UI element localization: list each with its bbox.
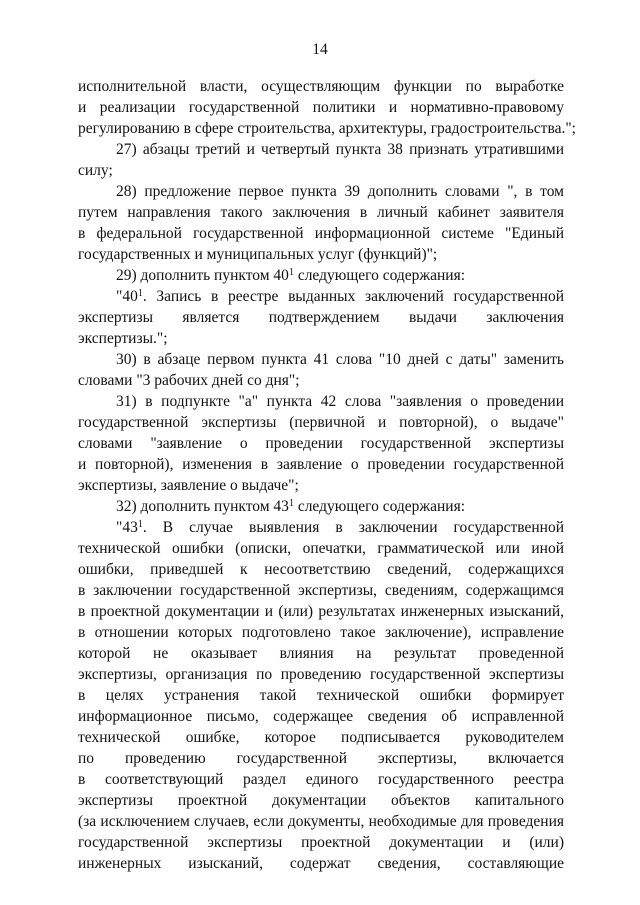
text-line: регулированию в сфере строительства, архитектуры, градостроительства.";	[78, 120, 576, 137]
text-line	[78, 286, 564, 307]
text-line	[78, 265, 564, 286]
text-line: которой не оказывает влияния на результат проведенной	[78, 645, 564, 662]
text-line: 27) абзацы третий и четвертый пункта 38 признать утратившими	[116, 141, 564, 158]
text-line: в целях устранения такой технической ошибки формирует	[78, 687, 564, 704]
text-line: и реализации государственной политики и нормативно-правовому	[78, 99, 564, 116]
text-line: в соответствующий раздел единого государственного реестра	[78, 771, 564, 788]
text-line	[78, 517, 564, 538]
text-fragment: . Запись в реестре выданных заключений государственной	[142, 288, 564, 305]
superscript: 1	[137, 288, 143, 299]
text-line: ошибки, приведшей к несоответствию сведений, содержащихся	[78, 561, 564, 578]
text-line: по проведению государственной экспертизы, включается	[78, 750, 564, 767]
text-line: экспертизы, организация по проведению государственной экспертизы	[78, 666, 564, 683]
text-line: 31) в подпункте "а" пункта 42 слова "заявления о проведении	[116, 393, 564, 410]
superscript: 1	[288, 498, 294, 509]
text-line: и повторной), изменения в заявление о проведении государственной	[78, 456, 564, 473]
text-line: исполнительной власти, осуществляющим функции по выработке	[78, 78, 564, 95]
text-line: (за исключением случаев, если документы, необходимые для проведения	[78, 813, 564, 830]
text-line: государственной экспертизы проектной документации и (или)	[78, 834, 564, 851]
text-line: в федеральной государственной информационной системе "Единый	[78, 225, 564, 242]
document-body	[78, 76, 576, 874]
text-line: словами "3 рабочих дней со дня";	[78, 372, 300, 389]
text-line: путем направления такого заключения в личный кабинет заявителя	[78, 204, 564, 221]
text-fragment: 32) дополнить пунктом 43	[116, 498, 289, 515]
text-line: в проектной документации и (или) результатах инженерных изысканий,	[78, 603, 564, 620]
text-line: государственных и муниципальных услуг (функций)";	[78, 246, 438, 263]
text-line: экспертизы является подтверждением выдачи заключения	[78, 309, 564, 326]
text-fragment: . В случае выявления в заключении государственной	[142, 519, 564, 536]
text-line: 28) предложение первое пункта 39 дополнить словами ", в том	[116, 183, 564, 200]
text-line: в заключении государственной экспертизы, сведениям, содержащимся	[78, 582, 564, 599]
text-fragment: следующего содержания:	[293, 498, 466, 515]
text-line: 30) в абзаце первом пункта 41 слова "10 дней с даты" заменить	[116, 351, 564, 368]
text-line: информационное письмо, содержащее сведения об исправленной	[78, 708, 564, 725]
text-line: технической ошибке, которое подписывается руководителем	[78, 729, 564, 746]
text-line	[78, 496, 564, 517]
text-line: технической ошибки (описки, опечатки, грамматической или иной	[78, 540, 564, 557]
text-line: экспертизы проектной документации объектов капитального	[78, 792, 564, 809]
text-fragment: следующего содержания:	[293, 267, 466, 284]
text-fragment: 29) дополнить пунктом 40	[116, 267, 289, 284]
text-line: в отношении которых подготовлено такое заключение), исправление	[78, 624, 564, 641]
text-fragment: "43	[116, 519, 138, 536]
text-line: экспертизы.";	[78, 330, 168, 347]
superscript: 1	[288, 267, 294, 278]
text-line: силу;	[78, 162, 113, 179]
superscript: 1	[137, 519, 143, 530]
text-line: экспертизы, заявление о выдаче";	[78, 477, 299, 494]
page-number: 14	[312, 41, 328, 58]
text-fragment: "40	[116, 288, 138, 305]
text-line: государственной экспертизы (первичной и повторной), о выдаче"	[78, 414, 564, 431]
text-line: словами "заявление о проведении государственной экспертизы	[78, 435, 564, 452]
text-line: инженерных изысканий, содержат сведения, составляющие	[78, 855, 564, 872]
